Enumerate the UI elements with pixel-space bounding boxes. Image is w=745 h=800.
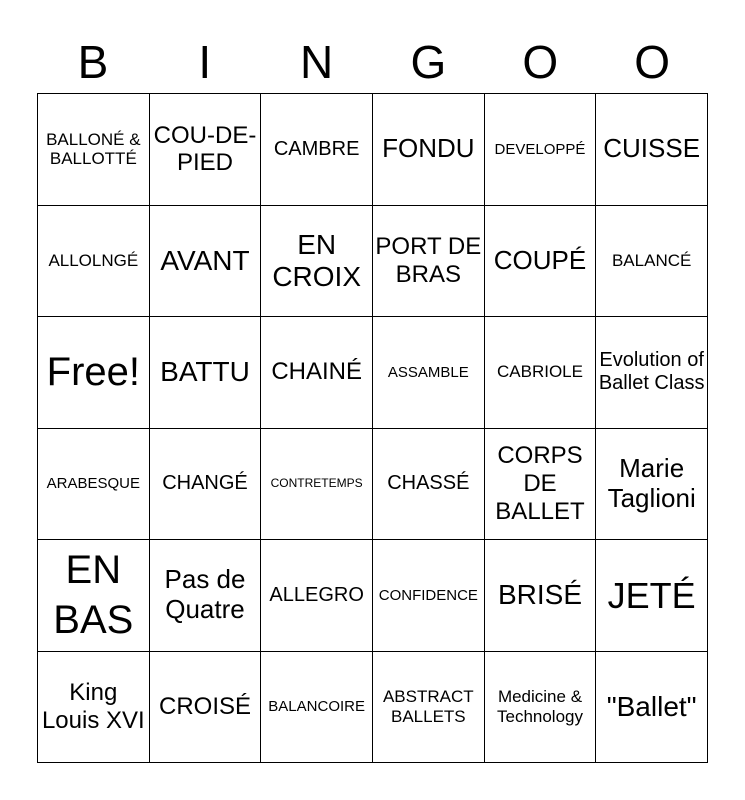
header-letter-b: B — [77, 36, 109, 88]
bingo-cell[interactable]: CUISSE — [596, 94, 708, 206]
bingo-cell[interactable]: CROISÉ — [150, 652, 262, 764]
bingo-cell[interactable]: COU-DE-PIED — [150, 94, 262, 206]
bingo-cell[interactable]: ALLEGRO — [261, 540, 373, 652]
bingo-cell[interactable]: Pas de Quatre — [150, 540, 262, 652]
bingo-cell[interactable]: EN BAS — [38, 540, 150, 652]
bingo-cell[interactable]: AVANT — [150, 206, 262, 318]
bingo-cell[interactable]: ABSTRACT BALLETS — [373, 652, 485, 764]
bingo-cell[interactable]: CORPS DE BALLET — [485, 429, 597, 541]
bingo-cell[interactable]: Evolution of Ballet Class — [596, 317, 708, 429]
bingo-cell[interactable]: BATTU — [150, 317, 262, 429]
bingo-cell[interactable]: CONTRETEMPS — [261, 429, 373, 541]
header-letter-o-2: O — [634, 36, 670, 88]
bingo-cell[interactable]: DEVELOPPÉ — [485, 94, 597, 206]
bingo-header — [37, 30, 708, 94]
free-cell[interactable]: Free! — [38, 317, 150, 429]
header-letter-o: O — [522, 36, 559, 88]
bingo-board — [37, 93, 708, 763]
bingo-cell[interactable]: BRISÉ — [485, 540, 597, 652]
header-letter-i: I — [198, 36, 212, 88]
bingo-cell[interactable]: CHANGÉ — [150, 429, 262, 541]
bingo-cell[interactable]: EN CROIX — [261, 206, 373, 318]
bingo-cell[interactable]: CABRIOLE — [485, 317, 597, 429]
bingo-cell[interactable]: PORT DE BRAS — [373, 206, 485, 318]
bingo-cell[interactable]: "Ballet" — [596, 652, 708, 764]
header-letter-n: N — [299, 36, 334, 88]
header-letter-g: G — [410, 36, 447, 88]
bingo-cell[interactable]: ASSAMBLE — [373, 317, 485, 429]
bingo-cell[interactable]: Medicine & Technology — [485, 652, 597, 764]
bingo-cell[interactable]: FONDU — [373, 94, 485, 206]
bingo-cell[interactable]: ARABESQUE — [38, 429, 150, 541]
bingo-cell[interactable]: BALANCÉ — [596, 206, 708, 318]
bingo-cell[interactable]: CHAINÉ — [261, 317, 373, 429]
bingo-cell[interactable]: BALLONÉ & BALLOTTÉ — [38, 94, 150, 206]
bingo-cell[interactable]: Marie Taglioni — [596, 429, 708, 541]
bingo-cell[interactable]: JETÉ — [596, 540, 708, 652]
bingo-cell[interactable]: COUPÉ — [485, 206, 597, 318]
bingo-cell[interactable]: King Louis XVI — [38, 652, 150, 764]
bingo-cell[interactable]: CAMBRE — [261, 94, 373, 206]
bingo-cell[interactable]: ALLOLNGÉ — [38, 206, 150, 318]
bingo-cell[interactable]: CHASSÉ — [373, 429, 485, 541]
bingo-cell[interactable]: CONFIDENCE — [373, 540, 485, 652]
bingo-cell[interactable]: BALANCOIRE — [261, 652, 373, 764]
